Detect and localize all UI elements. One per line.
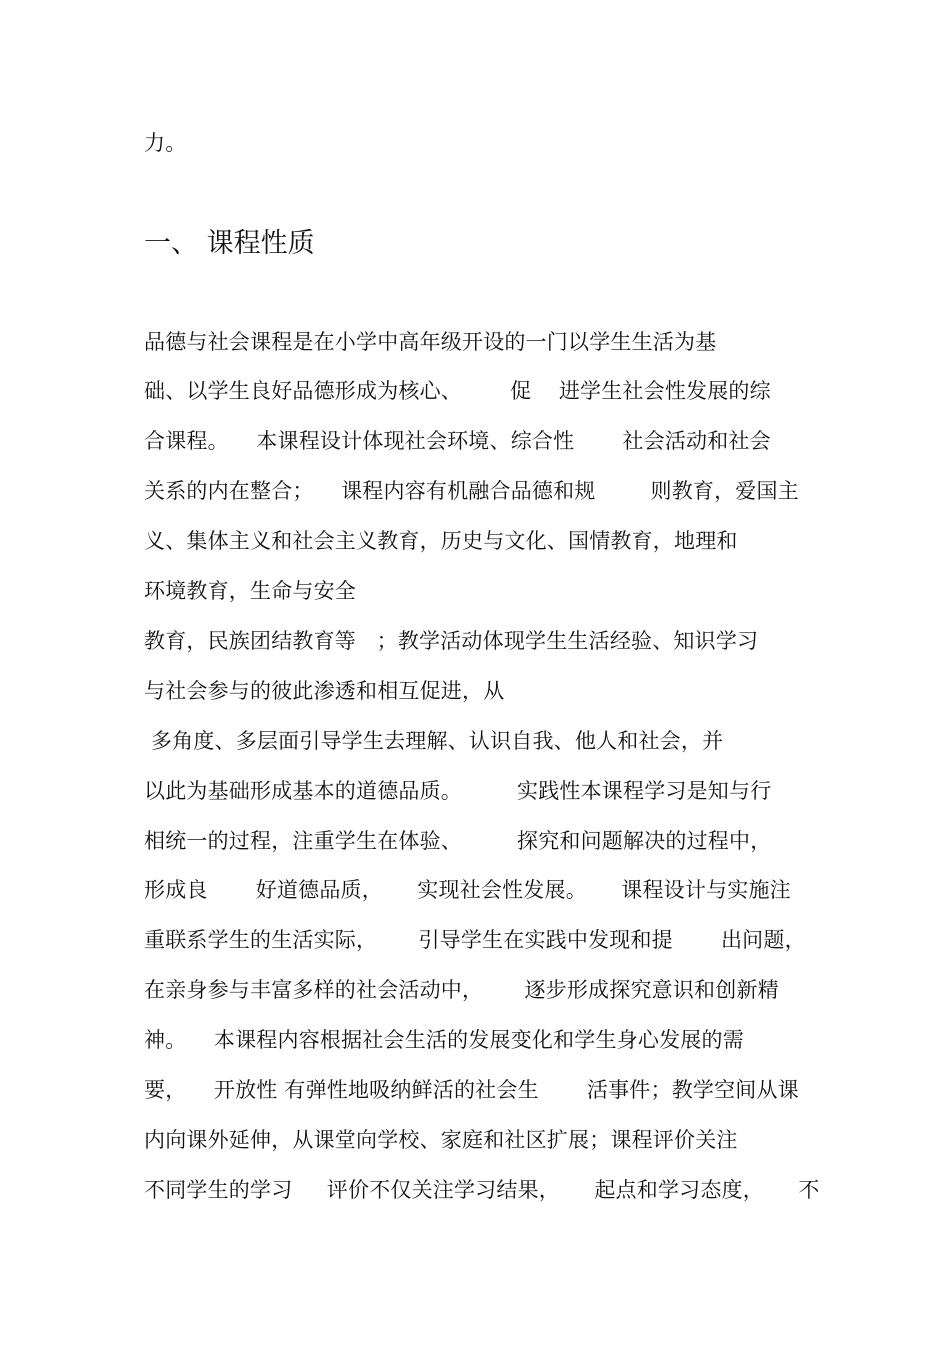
- body-line: 础、以学生良好品德形成为核心、 促 进学生社会性发展的综: [144, 379, 771, 403]
- body-line: 关系的内在整合； 课程内容有机融合品德和规 则教育，爱国主: [144, 479, 799, 503]
- body-line: 多角度、多层面引导学生去理解、认识自我、他人和社会，并: [144, 729, 724, 753]
- body-line: 内向课外延伸，从课堂向学校、家庭和社区扩展；课程评价关注: [144, 1128, 738, 1152]
- top-fragment-text: 力。: [144, 131, 187, 155]
- body-line: 不同学生的学习 评价不仅关注学习结果， 起点和学习态度， 不: [144, 1178, 820, 1202]
- body-line: 义、集体主义和社会主义教育，历史与文化、国情教育，地理和: [144, 529, 738, 553]
- section-heading: 一、 课程性质: [144, 228, 315, 259]
- body-line: 要， 开放性 有弹性地吸纳鲜活的社会生 活事件；教学空间从课: [144, 1078, 799, 1102]
- body-line: 在亲身参与丰富多样的社会活动中， 逐步形成探究意识和创新精: [144, 978, 779, 1002]
- body-line: 神。 本课程内容根据社会生活的发展变化和学生身心发展的需: [144, 1028, 744, 1052]
- body-line: 品德与社会课程是在小学中高年级开设的一门以学生生活为基: [144, 330, 717, 354]
- body-line: 合课程。 本课程设计体现社会环境、综合性 社会活动和社会: [144, 429, 771, 453]
- body-line: 重联系学生的生活实际， 引导学生在实践中发现和提 出问题，: [144, 928, 806, 952]
- body-line: 形成良 好道德品质， 实现社会性发展。 课程设计与实施注: [144, 878, 791, 902]
- body-line: 教育，民族团结教育等 ；教学活动体现学生生活经验、知识学习: [144, 629, 759, 653]
- body-line: 与社会参与的彼此渗透和相互促进，从: [144, 679, 505, 703]
- body-line: 相统一的过程，注重学生在体验、 探究和问题解决的过程中，: [144, 829, 772, 853]
- body-line: 以此为基础形成基本的道德品质。 实践性本课程学习是知与行: [144, 779, 772, 803]
- body-line: 环境教育，生命与安全: [144, 579, 356, 603]
